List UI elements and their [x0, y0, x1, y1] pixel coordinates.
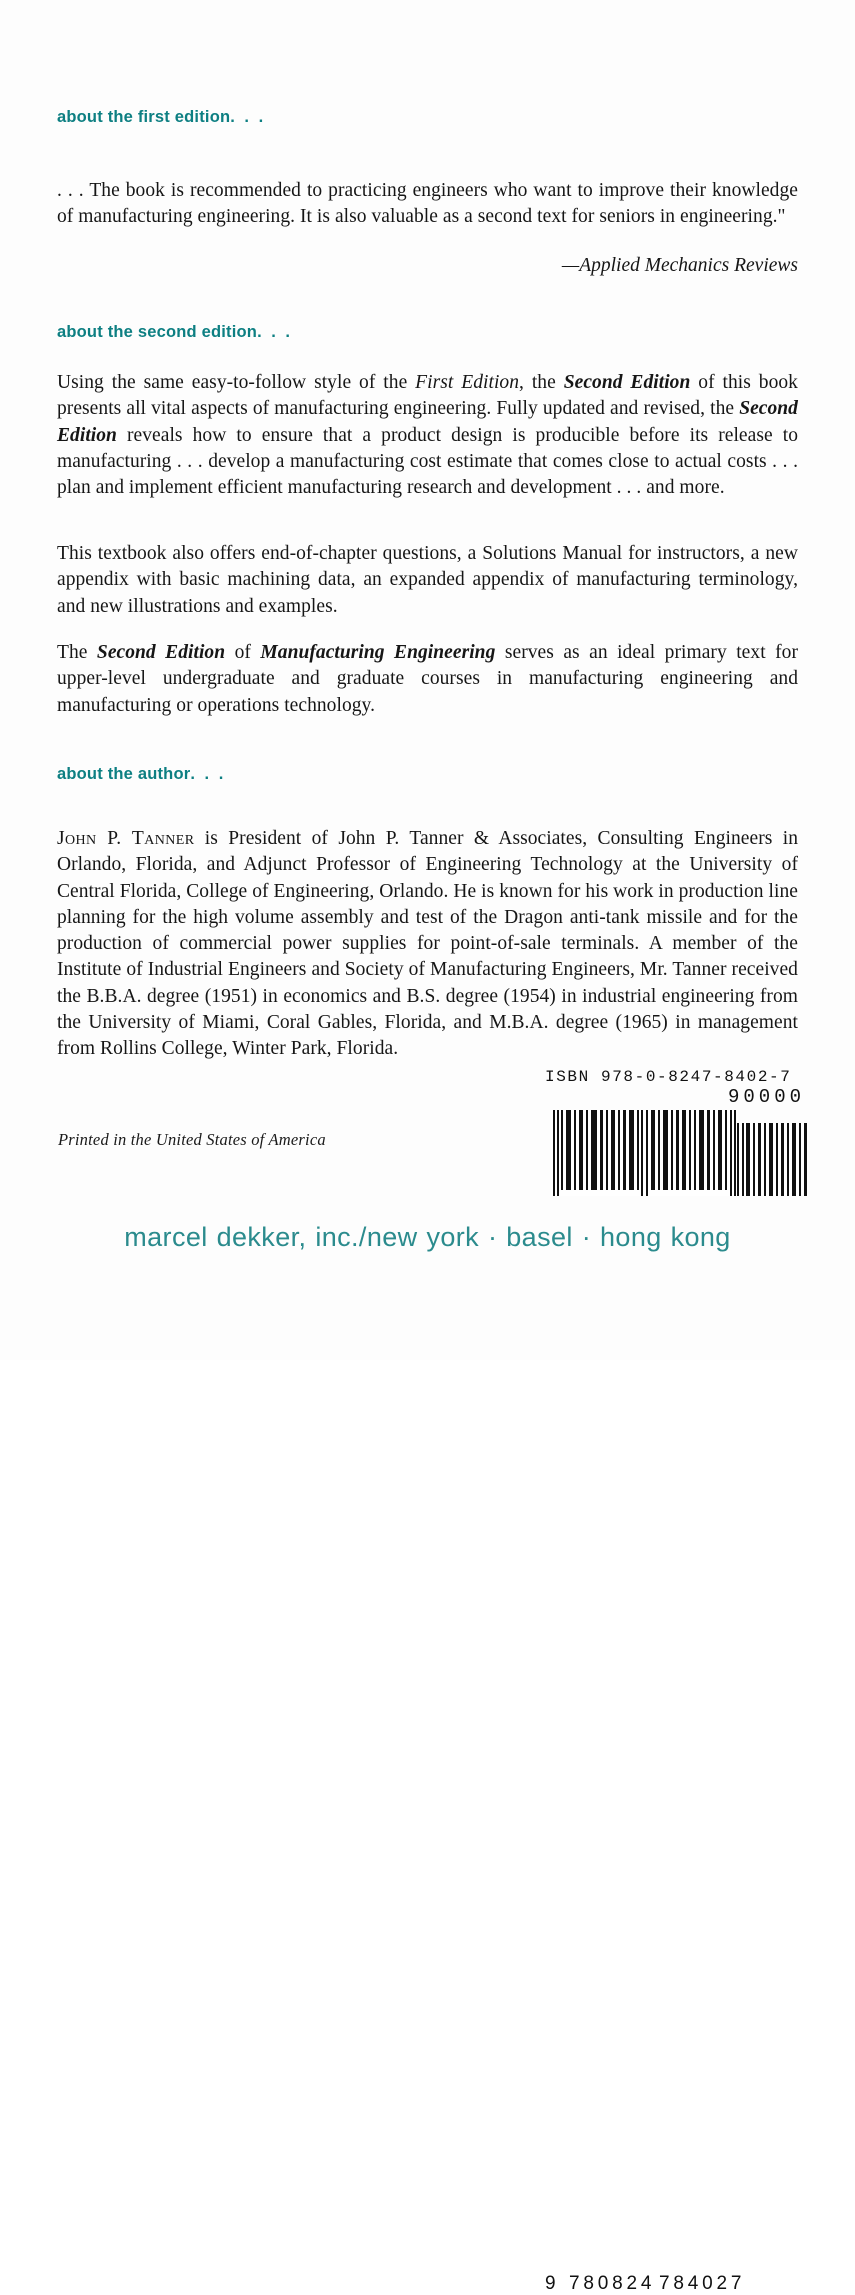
heading-first-edition-dots: . . .	[230, 108, 266, 126]
isbn-barcode	[541, 1068, 809, 2294]
first-edition-quote: . . . The book is recommended to practicing engineers who want to improve their knowledge of manufacturing engineering. It is also valuable as a second text for seniors in engineering."	[57, 180, 798, 228]
barcode-digits-right: 784027	[659, 2273, 746, 2294]
ean5-addon-bars	[736, 1123, 809, 1196]
p1-text-3: of this book presents all vital aspects of manufacturing engineering. Fully updated and revised, the	[57, 372, 798, 420]
second-edition-paragraph-2	[57, 541, 798, 620]
p3-text-3: serves as an ideal primary text for upper-level undergraduate and graduate courses in manufacturing engineering and manufacturing or operations technology.	[57, 642, 798, 716]
author-bio-block	[57, 826, 798, 1063]
isbn-text: ISBN 978-0-8247-8402-7	[545, 1068, 792, 1086]
p1-text-2: , the	[519, 372, 564, 393]
printed-in-note: Printed in the United States of America	[58, 1130, 326, 1149]
heading-author-dots: . . .	[190, 765, 226, 783]
heading-about-second-edition	[57, 323, 292, 342]
p3-text-1: The	[57, 642, 97, 663]
author-bio-text: is President of John P. Tanner & Associates, Consulting Engineers in Orlando, Florida, and Adjunct Professor of Engineering Technology at the University of Central Florida, College of Engineering, Orlando. He is known for his work in production line planning for the high volume assembly and test of the Dragon anti-tank missile and for the production of commercial power supplies for point-of-sale terminals. A member of the Institute of Industrial Engineers and Society of Manufacturing Engineers, Mr. Tanner received the B.B.A. degree (1951) in economics and B.S. degree (1954) in industrial engineering from the University of Miami, Coral Gables, Florida, and M.B.A. degree (1965) in management from Rollins College, Winter Park, Florida.	[57, 828, 798, 1060]
barcode-digit-prefix: 9	[545, 2273, 557, 2294]
p1-emphasis-first-edition: First Edition	[415, 372, 520, 393]
p3-emphasis-second-edition: Second Edition	[96, 642, 226, 663]
first-edition-quote-block	[57, 178, 798, 231]
second-edition-p1	[57, 370, 798, 501]
heading-about-author-text: about the author	[57, 765, 191, 783]
publisher-imprint-line: marcel dekker, inc./new york · basel · hong kong	[124, 1222, 731, 1252]
isbn-addon-text: 90000	[727, 1086, 805, 1108]
barcode-digits-left: 780824	[569, 2273, 656, 2294]
second-edition-paragraph-3	[57, 640, 798, 719]
barcode-bars-row	[541, 1110, 809, 2294]
p1-text-4: reveals how to ensure that a product design is producible before its release to manufacturing . . . develop a manufacturing cost estimate that comes close to actual costs . . . plan and implement efficient manufacturing research and development . . . and more.	[57, 424, 798, 499]
author-bio	[57, 826, 798, 1063]
ean13-bars	[551, 1110, 738, 1196]
heading-about-author	[57, 765, 226, 784]
heading-second-edition-dots: . . .	[257, 323, 293, 341]
second-edition-p2: This textbook also offers end-of-chapter questions, a Solutions Manual for instructors, a new appendix with basic machining data, an expanded appendix of manufacturing terminology, and new illustrations and examples.	[57, 543, 798, 617]
heading-about-first-edition	[57, 108, 266, 127]
heading-about-first-edition-text: about the first edition	[57, 108, 231, 126]
author-name: John P. Tanner	[57, 828, 195, 849]
p3-emphasis-book-title: Manufacturing Engineering	[260, 642, 496, 663]
first-edition-attribution: —Applied Mechanics Reviews	[561, 255, 798, 276]
p3-text-2: of	[225, 642, 261, 663]
second-edition-paragraph-1	[57, 370, 798, 501]
p1-text-1: Using the same easy-to-follow style of the	[57, 372, 416, 393]
heading-about-second-edition-text: about the second edition	[57, 323, 258, 341]
p1-emphasis-second-edition-a: Second Edition	[563, 372, 691, 393]
p1-emphasis-second-edition-b: Second Edition	[57, 398, 798, 446]
second-edition-p3	[57, 640, 798, 719]
